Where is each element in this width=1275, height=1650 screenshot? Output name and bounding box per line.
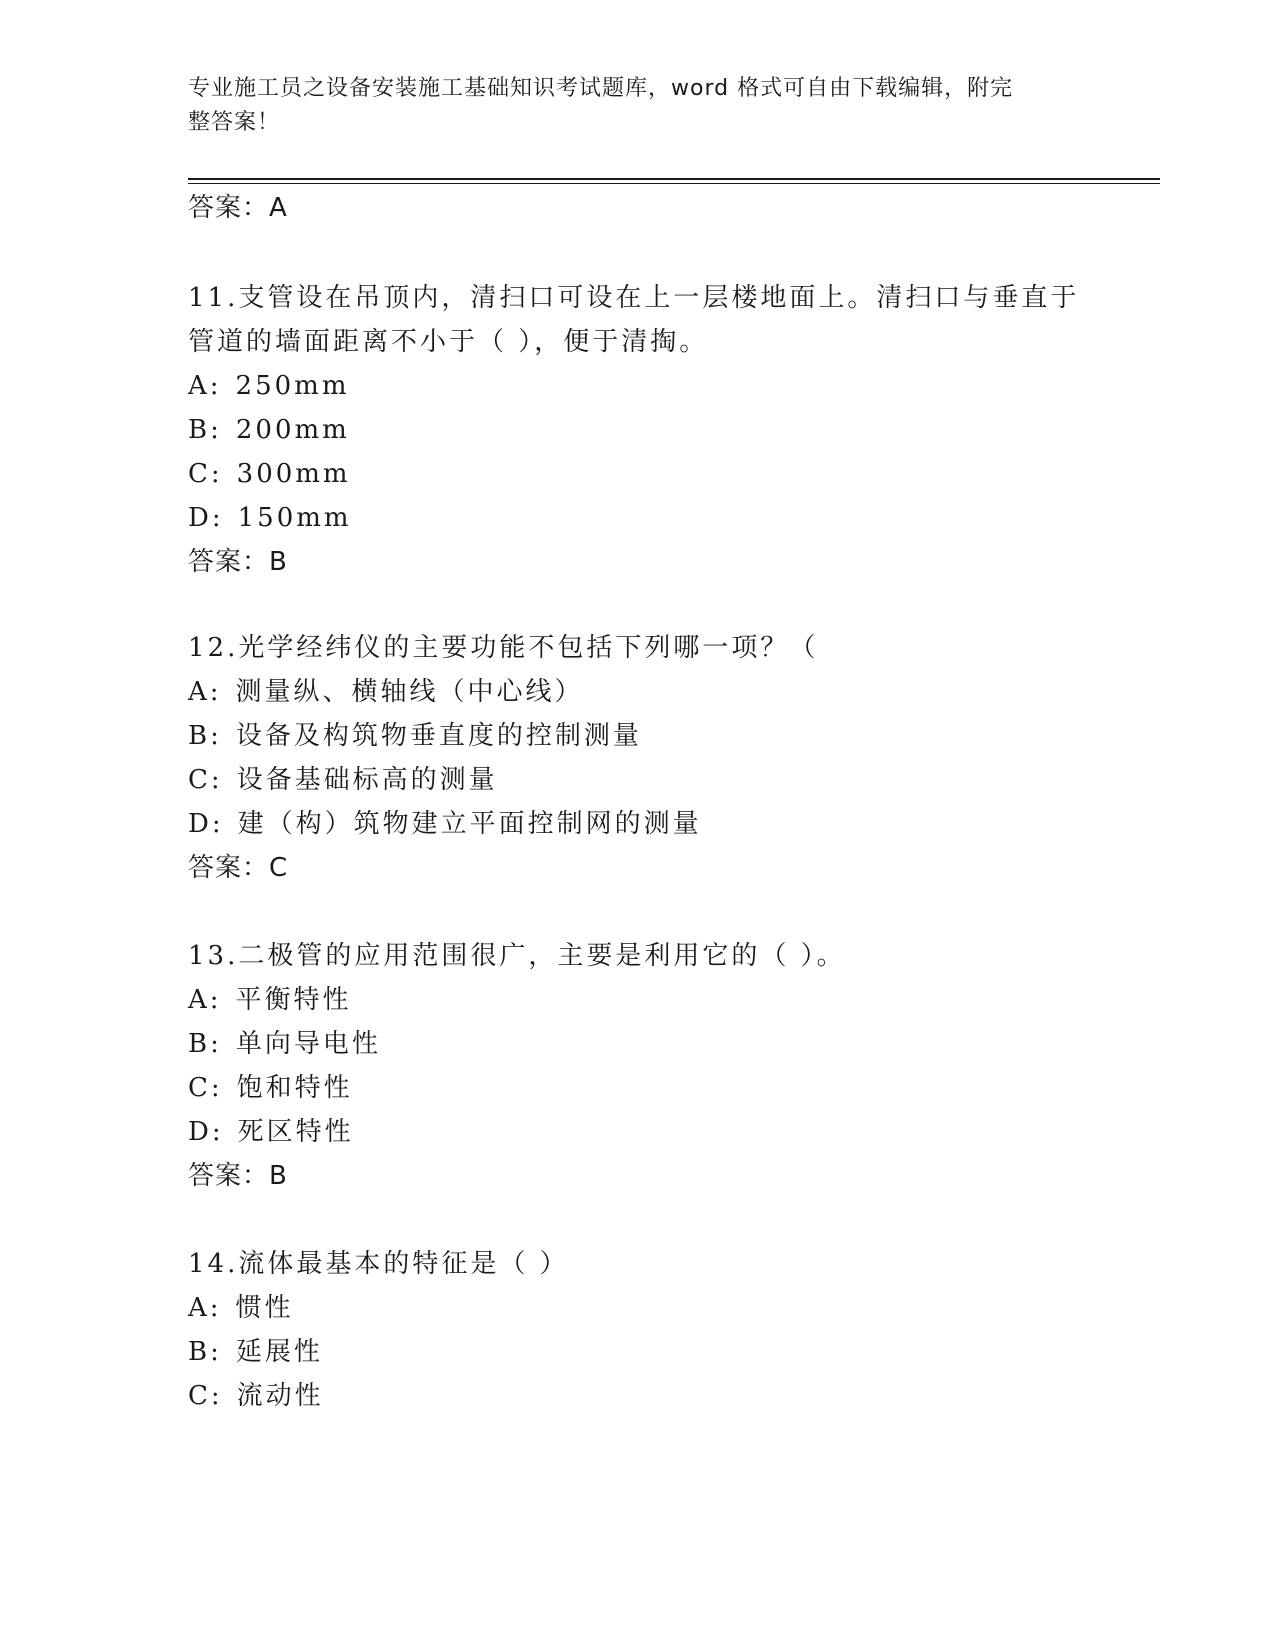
question-11-option-c xyxy=(188,458,351,490)
option-text: 150mm xyxy=(237,503,352,533)
option-text: 平衡特性 xyxy=(235,985,352,1015)
question-14-stem-line-1: 14.流体最基本的特征是（ ） xyxy=(188,1249,569,1279)
question-11-stem-line-1: 11.支管设在吊顶内，清扫口可设在上一层楼地面上。清扫口与垂直于 xyxy=(188,283,1080,313)
document-header xyxy=(188,72,1088,140)
header-rule-thin xyxy=(188,183,1160,184)
question-11-option-b xyxy=(188,414,350,446)
question-11-option-a xyxy=(188,370,349,402)
header-rule-thick xyxy=(188,178,1160,180)
option-key: A: xyxy=(188,371,222,401)
question-12-option-a xyxy=(188,676,584,708)
header-line-2: 整答案！ xyxy=(188,110,281,135)
option-text: 测量纵、横轴线（中心线） xyxy=(235,677,584,707)
option-key: C: xyxy=(188,459,223,489)
question-13-option-a xyxy=(188,984,352,1016)
option-text: 设备及构筑物垂直度的控制测量 xyxy=(235,721,642,751)
question-13-option-b xyxy=(188,1028,381,1060)
question-13-stem-line-1: 13.二极管的应用范围很广，主要是利用它的（ ）。 xyxy=(188,941,846,971)
question-12-option-b xyxy=(188,720,642,752)
option-key: B: xyxy=(188,415,222,445)
option-text: 惯性 xyxy=(235,1293,294,1323)
option-key: B: xyxy=(188,1337,222,1367)
option-key: B: xyxy=(188,1029,222,1059)
option-key: D: xyxy=(188,809,224,839)
option-text: 死区特性 xyxy=(237,1117,354,1147)
option-text: 流动性 xyxy=(236,1381,324,1411)
question-14-option-c xyxy=(188,1380,324,1412)
question-14-option-a xyxy=(188,1292,294,1324)
option-text: 单向导电性 xyxy=(235,1029,381,1059)
question-14-option-b xyxy=(188,1336,323,1368)
question-13-option-c xyxy=(188,1072,353,1104)
option-text: 250mm xyxy=(235,371,350,401)
option-key: C: xyxy=(188,765,223,795)
option-key: A: xyxy=(188,677,222,707)
option-text: 200mm xyxy=(235,415,350,445)
header-line-1: 专业施工员之设备安装施工基础知识考试题库，word 格式可自由下载编辑，附完 xyxy=(188,76,1014,101)
option-key: B: xyxy=(188,721,222,751)
question-11-answer: 答案：B xyxy=(188,547,288,577)
option-text: 延展性 xyxy=(235,1337,323,1367)
question-11-option-d xyxy=(188,502,352,534)
question-11-stem-line-2: 管道的墙面距离不小于（ ），便于清掏。 xyxy=(188,327,709,357)
option-key: A: xyxy=(188,1293,222,1323)
option-key: C: xyxy=(188,1073,223,1103)
question-12-stem-line-1: 12.光学经纬仪的主要功能不包括下列哪一项？（ xyxy=(188,633,819,663)
option-key: A: xyxy=(188,985,222,1015)
option-text: 饱和特性 xyxy=(236,1073,353,1103)
question-12-option-c xyxy=(188,764,498,796)
previous-answer: 答案：A xyxy=(188,193,288,223)
option-key: D: xyxy=(188,503,224,533)
option-text: 300mm xyxy=(236,459,351,489)
question-12-option-d xyxy=(188,808,702,840)
option-key: D: xyxy=(188,1117,224,1147)
question-13-option-d xyxy=(188,1116,354,1148)
question-13-answer: 答案：B xyxy=(188,1161,288,1191)
question-12-answer: 答案：C xyxy=(188,853,289,883)
option-key: C: xyxy=(188,1381,223,1411)
option-text: 设备基础标高的测量 xyxy=(236,765,498,795)
option-text: 建（构）筑物建立平面控制网的测量 xyxy=(237,809,702,839)
